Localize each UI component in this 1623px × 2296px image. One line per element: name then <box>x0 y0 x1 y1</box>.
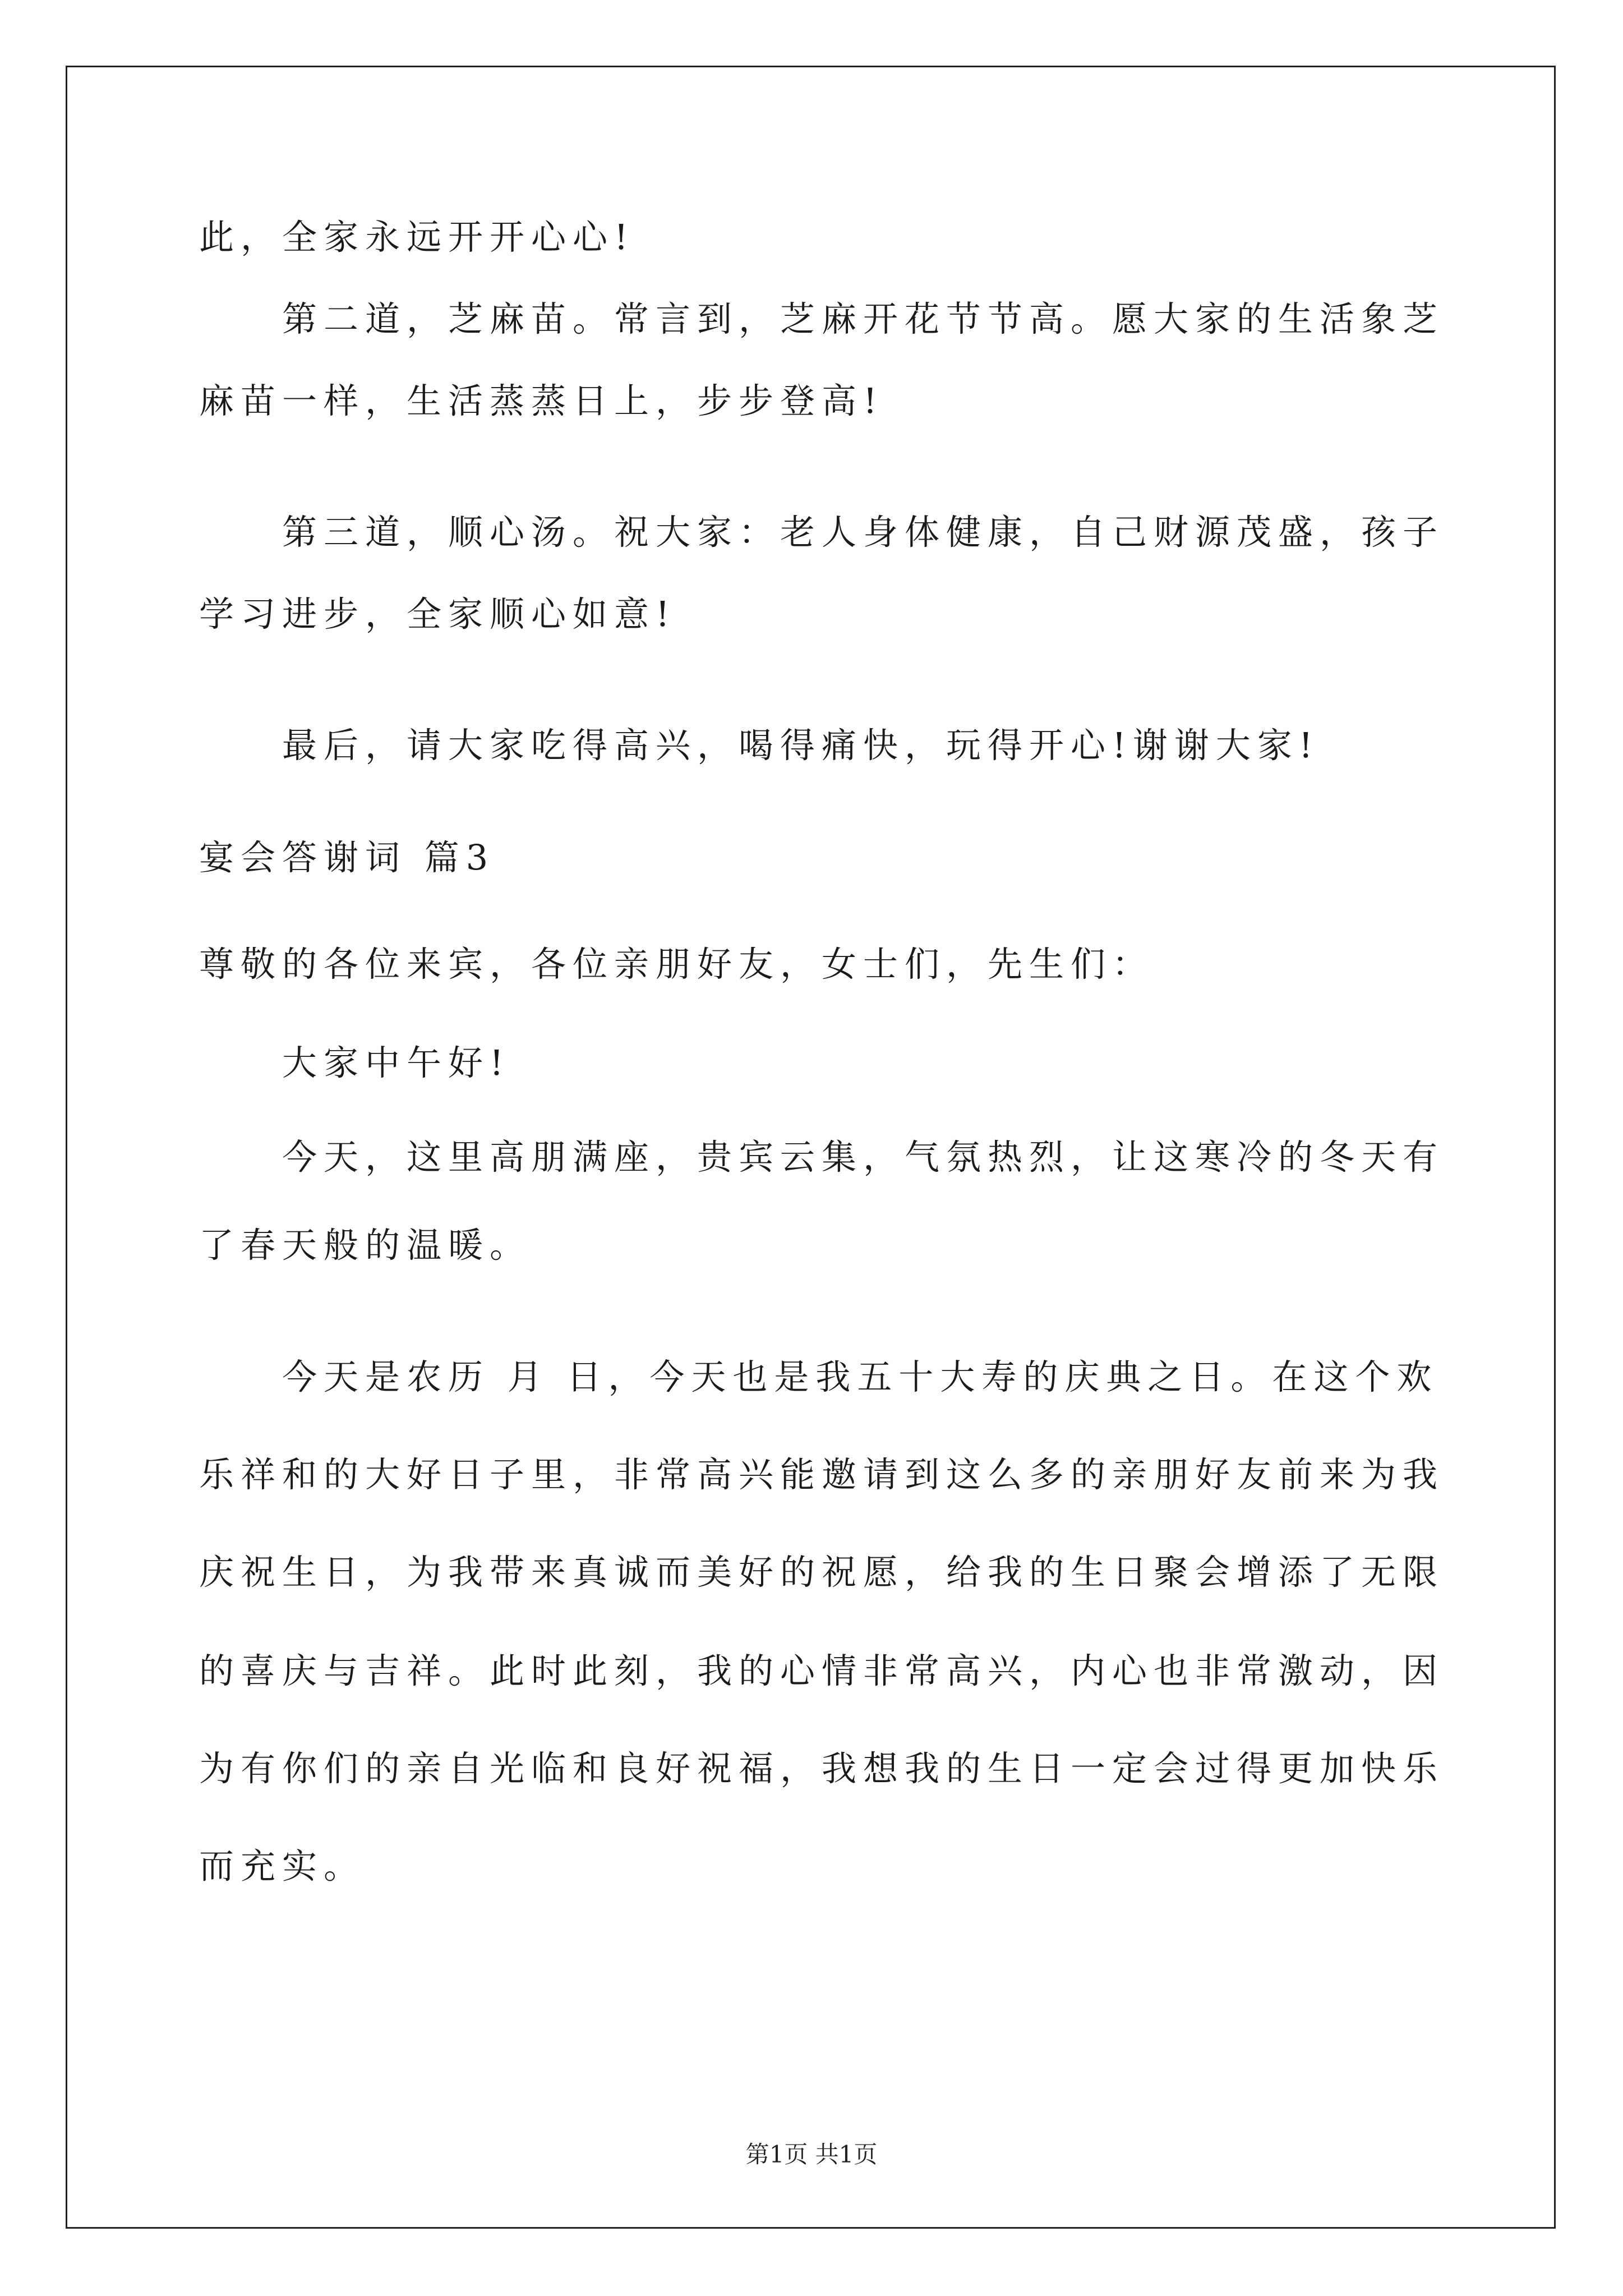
greeting-line: 大家中午好! <box>282 1042 510 1083</box>
page-number-footer: 第1页 共1页 <box>745 2141 878 2168</box>
text-line: 麻苗一样，生活蒸蒸日上，步步登高! <box>199 380 884 421</box>
text-line: 乐祥和的大好日子里，非常高兴能邀请到这么多的亲朋好友前来为我 <box>199 1454 1445 1495</box>
text-line: 的喜庆与吉祥。此时此刻，我的心情非常高兴，内心也非常激动，因 <box>199 1650 1445 1691</box>
paragraph-line: 第三道，顺心汤。祝大家：老人身体健康，自己财源茂盛，孩子 <box>282 512 1445 553</box>
salutation-line: 尊敬的各位来宾，各位亲朋好友，女士们，先生们： <box>199 944 1154 984</box>
text-line: 了春天般的温暖。 <box>199 1225 532 1266</box>
text-line: 为有你们的亲自光临和良好祝福，我想我的生日一定会过得更加快乐 <box>199 1748 1445 1789</box>
paragraph-line: 第二道，芝麻苗。常言到，芝麻开花节节高。愿大家的生活象芝 <box>282 298 1445 339</box>
paragraph-line: 今天，这里高朋满座，贵宾云集，气氛热烈，让这寒冷的冬天有 <box>282 1137 1445 1177</box>
text-line: 学习进步，全家顺心如意! <box>199 593 676 634</box>
paragraph-line: 最后，请大家吃得高兴，喝得痛快，玩得开心!谢谢大家! <box>282 725 1320 766</box>
text-line: 庆祝生日，为我带来真诚而美好的祝愿，给我的生日聚会增添了无限 <box>199 1552 1445 1593</box>
text-line: 此，全家永远开开心心! <box>199 217 635 257</box>
section-heading: 宴会答谢词 篇3 <box>199 837 495 878</box>
text-line: 而充实。 <box>199 1846 366 1887</box>
paragraph-line: 今天是农历 月 日，今天也是我五十大寿的庆典之日。在这个欢 <box>282 1356 1438 1397</box>
